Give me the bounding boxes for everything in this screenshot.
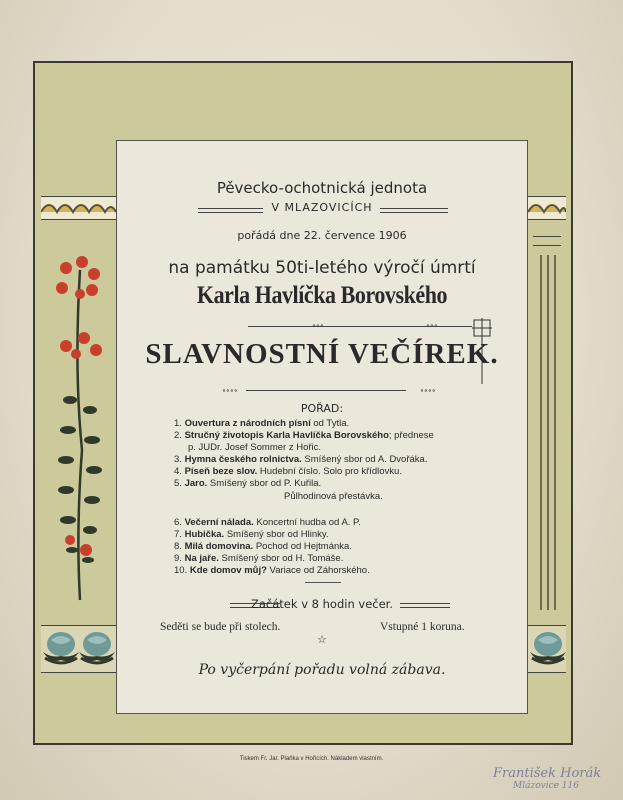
owner-signature: František Horák Mlázovice 116 (493, 766, 602, 791)
star-ornament-icon: ☆ (317, 633, 327, 646)
program-item: p. JUDr. Josef Sommer z Hořic. (188, 442, 322, 454)
program-item: 2. Stručný životopis Karla Havlíčka Borovského; přednese (174, 430, 434, 442)
program-item: 1. Ouvertura z národních písní od Tytla. (174, 418, 350, 429)
closing-note: Po vyčerpání pořadu volná zábava. (198, 662, 446, 678)
program-item: 8. Milá domovina. Pochod od Hejtmánka. (174, 540, 352, 552)
right-wave-ornament-icon (528, 198, 566, 216)
entry-fee: Vstupné 1 koruna. (380, 621, 465, 633)
program-item: 10. Kde domov můj? Variace od Záhorského. (174, 565, 370, 577)
divider-line (380, 208, 448, 213)
event-title: SLAVNOSTNÍ VEČÍREK. (145, 338, 499, 370)
intermission-note: Půlhodinová přestávka. (284, 490, 383, 502)
right-column-dots-ornament (533, 236, 561, 246)
program-spacer (174, 503, 514, 517)
honoree-name: Karla Havlíčka Borovského (196, 282, 448, 309)
dots-ornament: ∘∘∘∘ (222, 386, 238, 395)
dots-ornament: ∘∘∘ (312, 321, 324, 330)
society-place: V MLAZOVICÍCH (271, 201, 373, 214)
program-item: 9. Na jaře. Smíšený sbor od H. Tomáše. (174, 552, 344, 564)
dots-ornament: ∘∘∘∘ (420, 386, 436, 395)
program-list (174, 418, 514, 577)
seating-note: Seděti se bude při stolech. (160, 621, 281, 633)
occasion-line: na památku 50ti-letého výročí úmrtí (168, 258, 476, 278)
start-time: Začátek v 8 hodin večer. (251, 597, 393, 611)
poppy-vine-icon (52, 250, 108, 606)
program-item: 6. Večerní nálada. Koncertní hudba od A. P. (174, 516, 361, 528)
bottom-left-teal-tulips-icon (41, 628, 116, 668)
dots-ornament: ∘∘∘ (426, 321, 438, 330)
event-date: pořádá dne 22. července 1906 (237, 229, 407, 242)
right-column-line (554, 255, 556, 610)
program-item: 5. Jaro. Smíšený sbor od P. Kuřila. (174, 478, 322, 490)
bottom-right-teal-tulip-icon (528, 628, 566, 668)
right-column-line (540, 255, 542, 610)
divider-line (400, 603, 450, 608)
title-rule (246, 390, 406, 391)
program-item: 7. Hubička. Smíšený sbor od Hlinky. (174, 528, 329, 540)
program-heading: POŘAD: (300, 402, 344, 415)
printer-credit: Tiskem Fr. Jar. Plaňka v Hořicích. Nákladem vlastním. (239, 756, 384, 762)
society-name: Pěvecko-ochotnická jednota (216, 179, 428, 197)
right-column-line (547, 255, 549, 610)
program-item: 3. Hymna českého rolnictva. Smíšený sbor od A. Dvořáka. (174, 454, 428, 466)
left-wave-ornament-icon (41, 198, 116, 216)
title-rule (248, 326, 472, 327)
lattice-ornament-icon (470, 318, 496, 386)
program-item: 4. Píseň beze slov. Hudební číslo. Solo pro křídlovku. (174, 466, 402, 478)
divider-line (305, 582, 341, 583)
